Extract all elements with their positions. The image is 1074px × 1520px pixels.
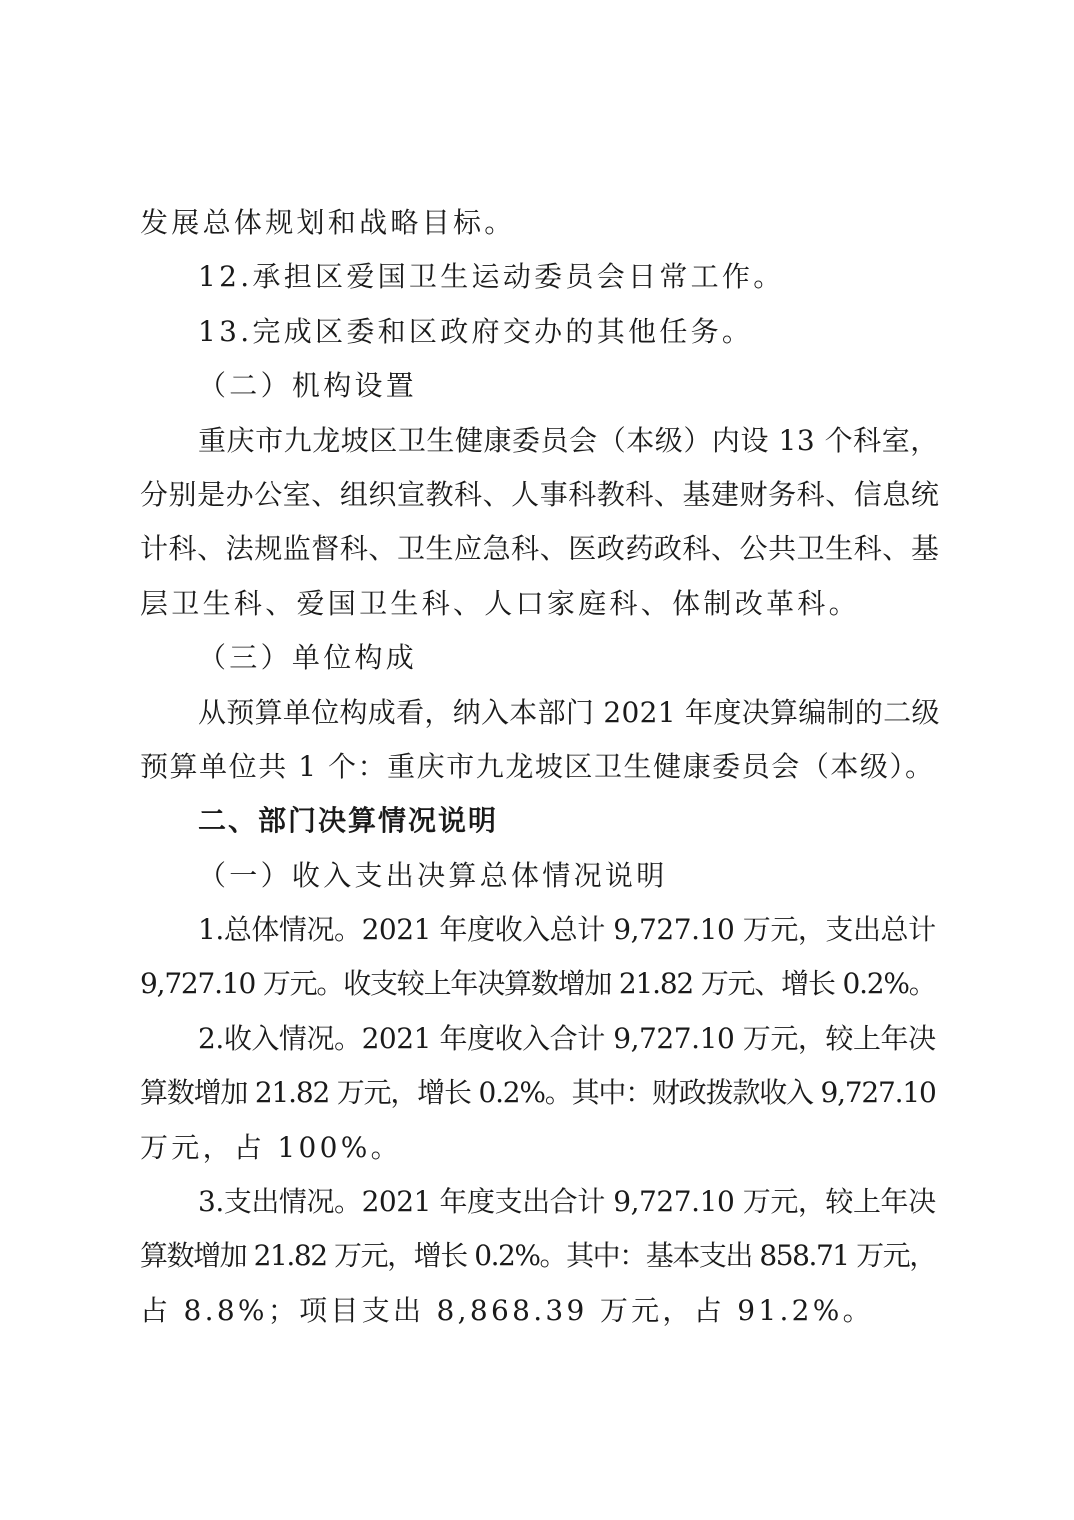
list-item-12: 12.承担区爱国卫生运动委员会日常工作。 — [198, 260, 785, 294]
paragraph-line: 预算单位共 1 个：重庆市九龙坡区卫生健康委员会（本级）。 — [140, 749, 935, 783]
paragraph-line: 3.支出情况。2021 年度支出合计 9,727.10 万元，较上年决 — [198, 1185, 936, 1219]
list-item-13: 13.完成区委和区政府交办的其他任务。 — [198, 314, 754, 348]
paragraph-line: 发展总体规划和战略目标。 — [140, 206, 516, 239]
section-heading-income-expenditure: （一）收入支出决算总体情况说明 — [198, 858, 668, 892]
paragraph-line: 占 8.8%；项目支出 8,868.39 万元，占 91.2%。 — [140, 1293, 874, 1327]
paragraph-line: 算数增加 21.82 万元，增长 0.2%。其中：基本支出 858.71 万元， — [140, 1239, 936, 1273]
paragraph-line: 从预算单位构成看，纳入本部门 2021 年度决算编制的二级 — [198, 695, 940, 729]
paragraph-line: 9,727.10 万元。收支较上年决算数增加 21.82 万元、增长 0.2%。 — [140, 967, 936, 1001]
paragraph-line: 算数增加 21.82 万元，增长 0.2%。其中：财政拨款收入 9,727.10 — [140, 1076, 936, 1110]
paragraph-line: 重庆市九龙坡区卫生健康委员会（本级）内设 13 个科室， — [198, 423, 939, 457]
section-heading-org-setup: （二）机构设置 — [198, 369, 418, 403]
paragraph-line: 1.总体情况。2021 年度收入总计 9,727.10 万元，支出总计 — [198, 913, 936, 947]
paragraph-line: 层卫生科、爱国卫生科、人口家庭科、体制改革科。 — [140, 586, 860, 620]
paragraph-line: 2.收入情况。2021 年度收入合计 9,727.10 万元，较上年决 — [198, 1021, 936, 1055]
paragraph-line: 分别是办公室、组织宣教科、人事科教科、基建财务科、信息统 — [140, 477, 940, 511]
paragraph-line: 计科、法规监督科、卫生应急科、医政药政科、公共卫生科、基 — [140, 532, 940, 566]
section-heading-unit-composition: （三）单位构成 — [198, 641, 418, 675]
paragraph-line: 万元，占 100%。 — [140, 1130, 402, 1164]
document-body — [140, 196, 940, 1338]
chapter-heading-final-accounts: 二、部门决算情况说明 — [198, 804, 499, 838]
